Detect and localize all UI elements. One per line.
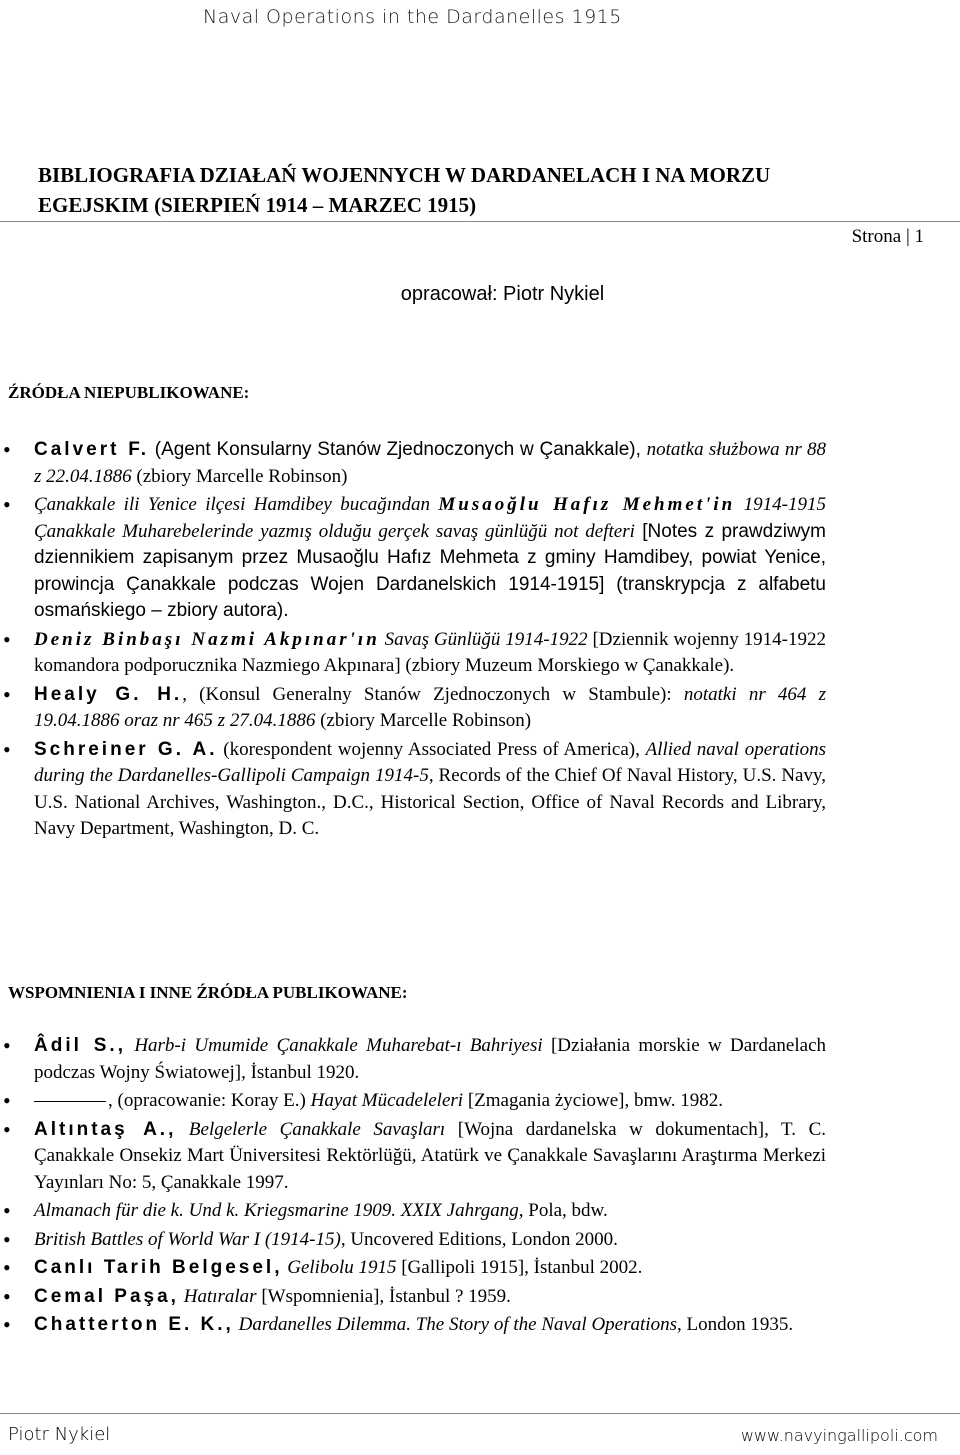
page-indicator: Strona | 1	[851, 226, 924, 247]
ditto-dash	[34, 1101, 106, 1102]
list-item: • , (opracowanie: Koray E.) Hayat Mücadeleleri [Zmagania życiowe], bmw. 1982.	[0, 1088, 826, 1115]
footer-author: Piotr Nykiel	[8, 1424, 111, 1445]
list-item: • Çanakkale ili Yenice ilçesi Hamdibey bucağından Musaoğlu Hafız Mehmet'in 1914-1915 Çanakkale Muharebelerinde yazmış olduğu gerçek savaş günlüğü not defteri [Notes z prawdziwym dziennikiem zapisanym przez Musaoğlu Hafız Mehmeta z gminy Hamdibey, powiat Yenice, prowincja Çanakkale podczas Wojen Dardanelskich 1914-1915] (transkrypcja z alfabetu osmańskiego – zbiory autora).	[0, 492, 826, 625]
list-item: • Schreiner G. A. (korespondent wojenny Associated Press of America), Allied naval operations during the Dardanelles-Gallipoli Campaign 1914-5, Records of the Chief Of Naval History, U.S. Navy, U.S. National Archives, Washington., D.C., Historical Section, Office of Naval Records and Library, Navy Department, Washington, D. C.	[0, 737, 826, 843]
page-label: Strona	[851, 226, 902, 247]
list-item: • Deniz Binbaşı Nazmi Akpınar'ın Savaş Günlüğü 1914-1922 [Dziennik wojenny 1914-1922 komandora podporucznika Nazmiego Akpınara] (zbiory Muzeum Morskiego w Çanakkale).	[0, 627, 826, 680]
list-item: • Canlı Tarih Belgesel, Gelibolu 1915 [Gallipoli 1915], İstanbul 2002.	[0, 1255, 826, 1282]
document-title	[38, 160, 770, 220]
compiler-line: opracował: Piotr Nykiel	[400, 283, 605, 305]
page-divider	[0, 221, 960, 222]
running-header: Naval Operations in the Dardanelles 1915	[203, 6, 622, 28]
section-heading-unpublished: ŹRÓDŁA NIEPUBLIKOWANE:	[8, 383, 250, 402]
list-item: • Almanach für die k. Und k. Kriegsmarine 1909. XXIX Jahrgang, Pola, bdw.	[0, 1198, 826, 1225]
title-line-1: BIBLIOGRAFIA DZIAŁAŃ WOJENNYCH W DARDANELACH I NA MORZU	[38, 163, 771, 187]
footer-website: www.navyingallipoli.com	[740, 1426, 938, 1445]
list-item: • Âdil S., Harb-i Umumide Çanakkale Muharebat-ı Bahriyesi [Działania morskie w Dardanelach podczas Wojny Światowej], İstanbul 1920.	[0, 1033, 826, 1086]
list-item: • British Battles of World War I (1914-15), Uncovered Editions, London 2000.	[0, 1227, 826, 1254]
page-number: 1	[914, 226, 924, 247]
unpublished-list	[0, 437, 960, 845]
list-item: • Cemal Paşa, Hatıralar [Wspomnienia], İstanbul ? 1959.	[0, 1284, 826, 1311]
title-line-2: EGEJSKIM (SIERPIEŃ 1914 – MARZEC 1915)	[38, 193, 477, 217]
published-list	[0, 1033, 960, 1341]
list-item: • Calvert F. (Agent Konsularny Stanów Zjednoczonych w Çanakkale), notatka służbowa nr 88 z 22.04.1886 (zbiory Marcelle Robinson)	[0, 437, 826, 490]
footer-divider	[0, 1413, 960, 1414]
section-heading-published: WSPOMNIENIA I INNE ŹRÓDŁA PUBLIKOWANE:	[8, 983, 408, 1002]
list-item: • Chatterton E. K., Dardanelles Dilemma. The Story of the Naval Operations, London 1935.	[0, 1312, 826, 1339]
list-item: • Altıntaş A., Belgelerle Çanakkale Savaşları [Wojna dardanelska w dokumentach], T. C. Çanakkale Onsekiz Mart Üniversitesi Rektörlüğü, Atatürk ve Çanakkale Savaşlarını Araştırma Merkezi Yayınları No: 5, Çanakkale 1997.	[0, 1117, 826, 1197]
list-item: • Healy G. H., (Konsul Generalny Stanów Zjednoczonych w Stambule): notatki nr 464 z 19.04.1886 oraz nr 465 z 27.04.1886 (zbiory Marcelle Robinson)	[0, 682, 826, 735]
